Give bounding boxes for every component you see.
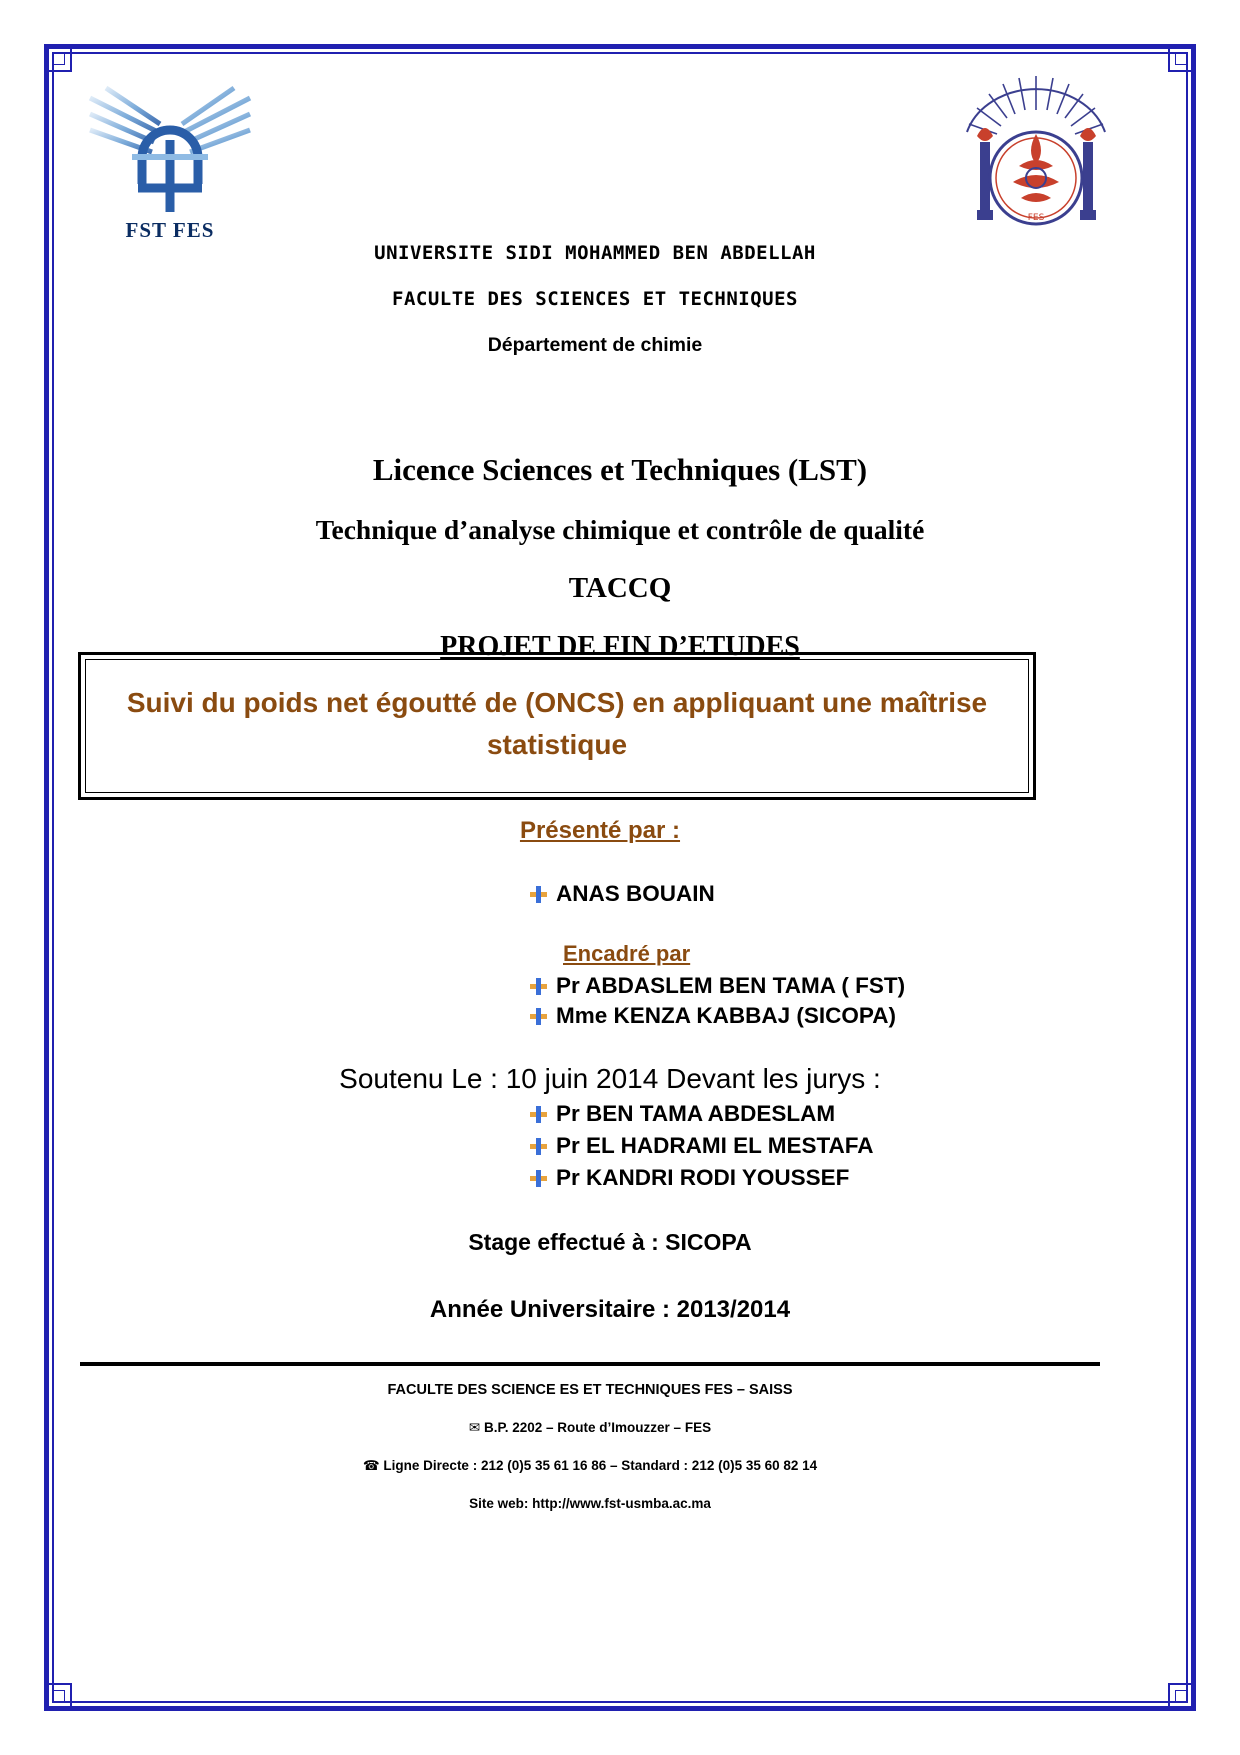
internship-line: Stage effectué à : SICOPA — [468, 1229, 752, 1255]
bullet-icon — [530, 1138, 547, 1155]
university-name: UNIVERSITE SIDI MOHAMMED BEN ABDELLAH — [374, 242, 816, 264]
footer-faculty: FACULTE DES SCIENCE ES ET TECHNIQUES FES – SAISS — [387, 1382, 793, 1398]
jury-row — [530, 1165, 1160, 1191]
degree-line-2: Technique d’analyse chimique et contrôle de qualité — [315, 514, 925, 545]
university-emblem-icon — [949, 70, 1124, 250]
presented-by-row — [80, 817, 1160, 845]
border-corner-top-left — [46, 46, 72, 72]
bullet-icon — [530, 886, 547, 903]
university-emblem-logo — [949, 70, 1124, 250]
student-row — [530, 881, 1160, 907]
footer-phone-row — [80, 1458, 1100, 1474]
presented-by-label: Présenté par : — [519, 817, 681, 844]
supervisor-name: Pr ABDASLEM BEN TAMA ( FST) — [556, 973, 906, 998]
student-name: ANAS BOUAIN — [556, 881, 715, 906]
defense-line: Soutenu Le : 10 juin 2014 Devant les jurys : — [339, 1063, 881, 1094]
supervisor-row — [530, 973, 1160, 999]
bullet-icon — [530, 1008, 547, 1025]
department-name: Département de chimie — [487, 334, 703, 356]
supervisor-row — [530, 1003, 1160, 1029]
supervised-by-label: Encadré par — [563, 941, 691, 966]
degree-line-1: Licence Sciences et Techniques (LST) — [372, 452, 868, 487]
phone-icon: ☎ — [362, 1458, 380, 1474]
footer-divider — [80, 1362, 1100, 1366]
jury-row — [530, 1133, 1160, 1159]
border-corner-bottom-left — [46, 1683, 72, 1709]
border-corner-top-right — [1168, 46, 1194, 72]
degree-block — [80, 452, 1160, 663]
fst-fes-logo — [80, 80, 260, 245]
jury-name: Pr EL HADRAMI EL MESTAFA — [556, 1133, 874, 1158]
page-footer — [80, 1362, 1100, 1533]
footer-website: Site web: http://www.fst-usmba.ac.ma — [469, 1496, 711, 1511]
border-corner-bottom-right — [1168, 1683, 1194, 1709]
fst-fes-logo-caption: FST FES — [125, 218, 215, 242]
degree-line-3: TACCQ — [568, 572, 672, 604]
bullet-icon — [530, 978, 547, 995]
bullet-icon — [530, 1106, 547, 1123]
academic-year-line: Année Universitaire : 2013/2014 — [429, 1296, 791, 1323]
university-header — [80, 242, 1160, 357]
faculty-name: FACULTE DES SCIENCES ET TECHNIQUES — [392, 288, 798, 310]
bullet-icon — [530, 1170, 547, 1187]
footer-address: B.P. 2202 – Route d’Imouzzer – FES — [484, 1420, 712, 1435]
jury-name: Pr KANDRI RODI YOUSSEF — [556, 1165, 850, 1190]
presentation-block — [80, 817, 1160, 1324]
document-content — [80, 62, 1160, 1692]
supervisor-name: Mme KENZA KABBAJ (SICOPA) — [556, 1003, 897, 1028]
mail-icon: ✉ — [468, 1420, 481, 1436]
jury-row — [530, 1101, 1160, 1127]
project-title-frame — [78, 652, 1036, 800]
footer-phone: Ligne Directe : 212 (0)5 35 61 16 86 – Standard : 212 (0)5 35 60 82 14 — [383, 1458, 818, 1473]
jury-name: Pr BEN TAMA ABDESLAM — [556, 1101, 836, 1126]
degree-line-4: PROJET DE FIN D’ETUDES — [440, 631, 800, 662]
footer-address-row — [80, 1420, 1100, 1436]
svg-text:FES: FES — [1027, 213, 1045, 223]
project-title: Suivi du poids net égoutté de (ONCS) en appliquant une maîtrise statistique — [85, 659, 1029, 793]
